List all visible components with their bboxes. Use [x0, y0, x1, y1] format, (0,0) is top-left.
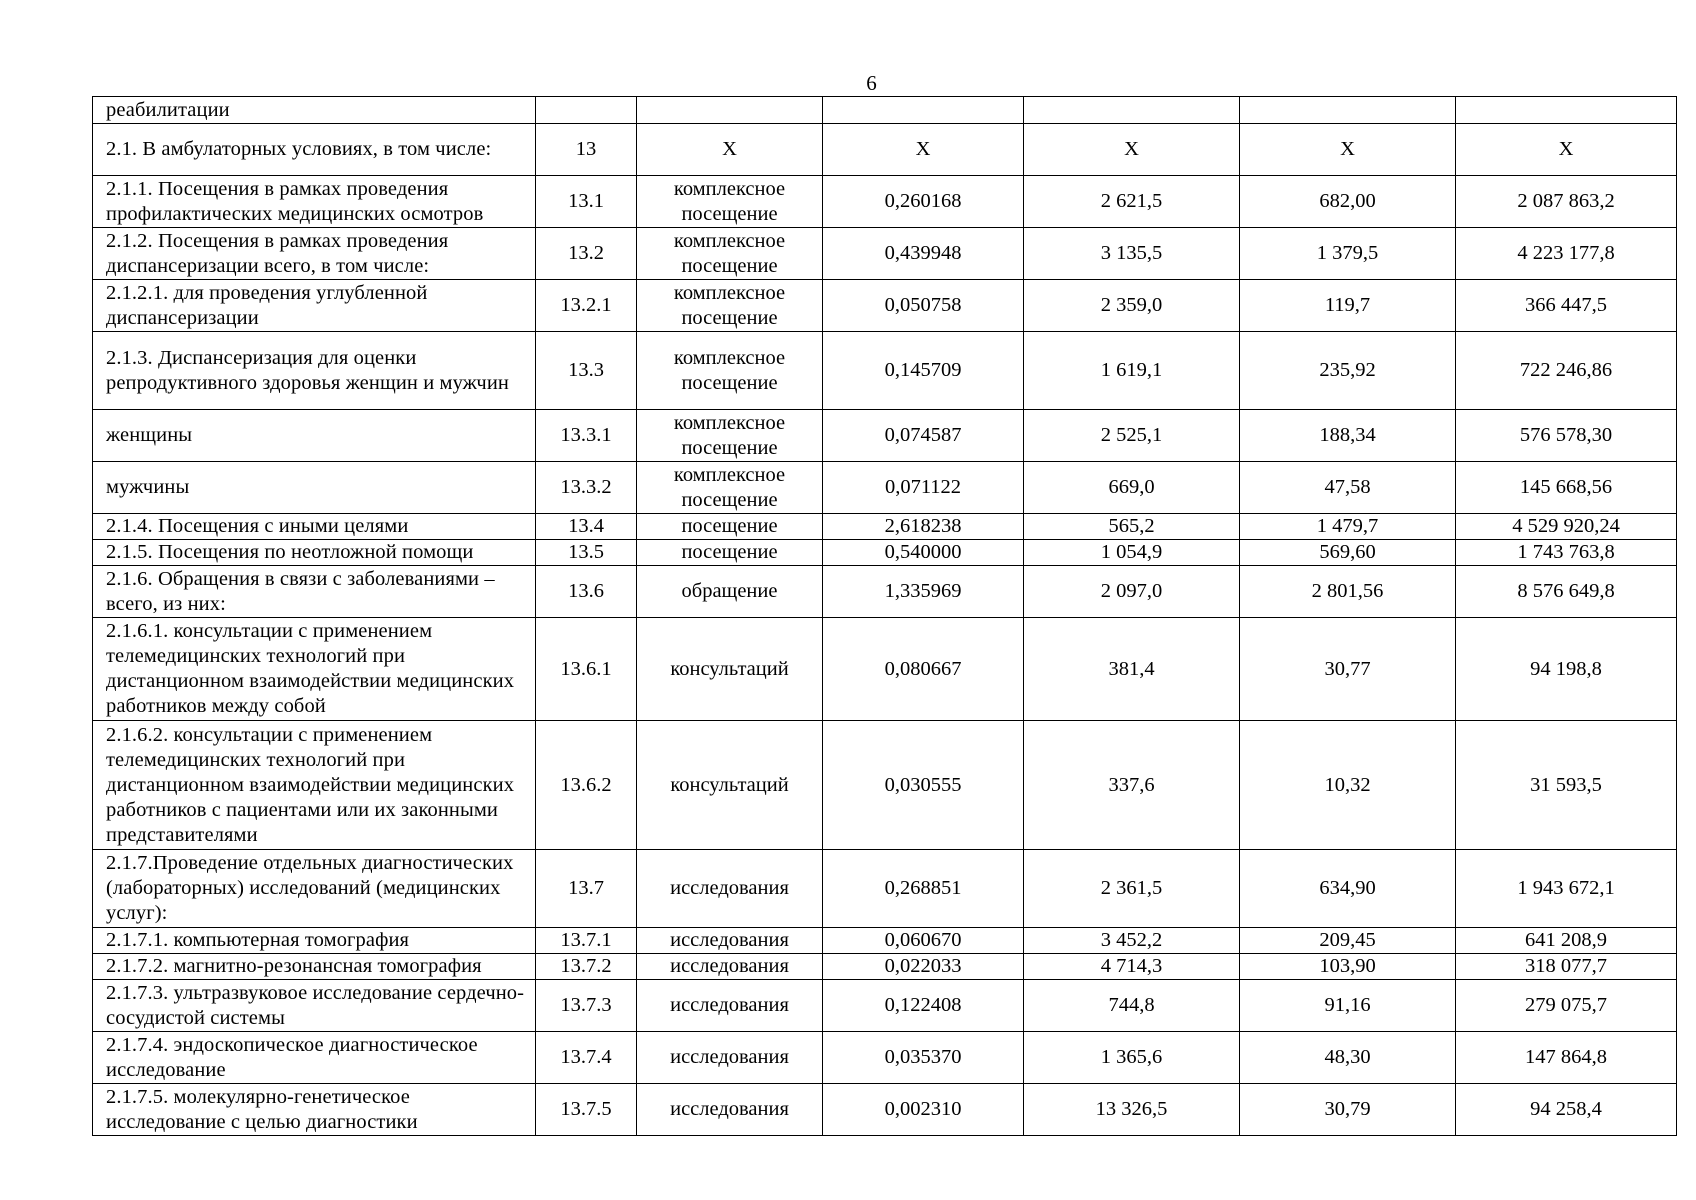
- cell-total: 576 578,30: [1456, 410, 1677, 462]
- cell-description: 2.1.2.1. для проведения углубленной диспансеризации: [93, 280, 536, 332]
- table-row: [93, 1084, 1677, 1136]
- cell-per-capita: 1 479,7: [1240, 514, 1456, 540]
- cell-unit: исследования: [637, 928, 823, 954]
- cell-total: 4 529 920,24: [1456, 514, 1677, 540]
- cell-total: 94 258,4: [1456, 1084, 1677, 1136]
- cell-description: реабилитации: [93, 97, 536, 124]
- cell-unit-cost: 1 054,9: [1024, 540, 1240, 566]
- table-row: [93, 980, 1677, 1032]
- table-row: [93, 97, 1677, 124]
- cell-line-number: 13: [536, 124, 637, 176]
- cell-norm: 0,002310: [823, 1084, 1024, 1136]
- cell-line-number: 13.3.1: [536, 410, 637, 462]
- cell-line-number: 13.6: [536, 566, 637, 618]
- cell-norm: 0,540000: [823, 540, 1024, 566]
- cell-total: 641 208,9: [1456, 928, 1677, 954]
- table-row: [93, 228, 1677, 280]
- cell-description: женщины: [93, 410, 536, 462]
- cell-total: 147 864,8: [1456, 1032, 1677, 1084]
- cell-unit: посещение: [637, 514, 823, 540]
- cell-total: 1 943 672,1: [1456, 850, 1677, 928]
- table-row: [93, 566, 1677, 618]
- cell-unit-cost: 669,0: [1024, 462, 1240, 514]
- cell-norm: 0,074587: [823, 410, 1024, 462]
- cell-total: 8 576 649,8: [1456, 566, 1677, 618]
- cell-description: 2.1.6.2. консультации с применением телемедицинских технологий при дистанционном взаимодействии медицинских работников с пациентами или их законными представителями: [93, 721, 536, 850]
- cell-norm: 0,050758: [823, 280, 1024, 332]
- cell-unit-cost: 2 361,5: [1024, 850, 1240, 928]
- cell-description: 2.1.6. Обращения в связи с заболеваниями – всего, из них:: [93, 566, 536, 618]
- cell-norm: 0,260168: [823, 176, 1024, 228]
- table-row: [93, 124, 1677, 176]
- table-row: [93, 462, 1677, 514]
- cell-norm: 0,022033: [823, 954, 1024, 980]
- cell-unit-cost: 4 714,3: [1024, 954, 1240, 980]
- cell-per-capita: 103,90: [1240, 954, 1456, 980]
- cell-total: 366 447,5: [1456, 280, 1677, 332]
- cell-norm: Х: [823, 124, 1024, 176]
- cell-unit: комплексное посещение: [637, 228, 823, 280]
- cell-per-capita: Х: [1240, 124, 1456, 176]
- cell-description: 2.1.4. Посещения с иными целями: [93, 514, 536, 540]
- cell-unit: консультаций: [637, 618, 823, 721]
- cell-total: 2 087 863,2: [1456, 176, 1677, 228]
- table-row: [93, 721, 1677, 850]
- table-row: [93, 928, 1677, 954]
- cell-description: 2.1.6.1. консультации с применением телемедицинских технологий при дистанционном взаимодействии медицинских работников между собой: [93, 618, 536, 721]
- cell-unit-cost: 13 326,5: [1024, 1084, 1240, 1136]
- cell-unit: комплексное посещение: [637, 462, 823, 514]
- cell-line-number: [536, 97, 637, 124]
- cell-description: 2.1. В амбулаторных условиях, в том числе:: [93, 124, 536, 176]
- cell-unit: [637, 97, 823, 124]
- cell-unit: исследования: [637, 954, 823, 980]
- cell-per-capita: 1 379,5: [1240, 228, 1456, 280]
- cell-total: 279 075,7: [1456, 980, 1677, 1032]
- cell-total: [1456, 97, 1677, 124]
- cell-per-capita: [1240, 97, 1456, 124]
- cell-unit-cost: 2 097,0: [1024, 566, 1240, 618]
- cell-line-number: 13.4: [536, 514, 637, 540]
- cell-per-capita: 48,30: [1240, 1032, 1456, 1084]
- table-row: [93, 1032, 1677, 1084]
- cell-line-number: 13.7.4: [536, 1032, 637, 1084]
- cell-description: 2.1.5. Посещения по неотложной помощи: [93, 540, 536, 566]
- cell-unit-cost: 337,6: [1024, 721, 1240, 850]
- cell-unit-cost: 1 619,1: [1024, 332, 1240, 410]
- cell-line-number: 13.5: [536, 540, 637, 566]
- cell-description: 2.1.1. Посещения в рамках проведения профилактических медицинских осмотров: [93, 176, 536, 228]
- cell-unit: комплексное посещение: [637, 280, 823, 332]
- cell-per-capita: 569,60: [1240, 540, 1456, 566]
- cell-norm: [823, 97, 1024, 124]
- cell-description: 2.1.2. Посещения в рамках проведения диспансеризации всего, в том числе:: [93, 228, 536, 280]
- table-row: [93, 332, 1677, 410]
- cell-unit-cost: 3 452,2: [1024, 928, 1240, 954]
- cell-line-number: 13.7.1: [536, 928, 637, 954]
- cell-per-capita: 47,58: [1240, 462, 1456, 514]
- cell-per-capita: 119,7: [1240, 280, 1456, 332]
- cell-line-number: 13.1: [536, 176, 637, 228]
- cell-unit-cost: 2 621,5: [1024, 176, 1240, 228]
- cell-unit: посещение: [637, 540, 823, 566]
- cell-unit: консультаций: [637, 721, 823, 850]
- cell-description: 2.1.7.2. магнитно-резонансная томография: [93, 954, 536, 980]
- cell-per-capita: 235,92: [1240, 332, 1456, 410]
- cell-norm: 0,060670: [823, 928, 1024, 954]
- cell-description: 2.1.3. Диспансеризация для оценки репродуктивного здоровья женщин и мужчин: [93, 332, 536, 410]
- table-row: [93, 280, 1677, 332]
- cell-unit: исследования: [637, 850, 823, 928]
- cell-per-capita: 682,00: [1240, 176, 1456, 228]
- cell-unit: исследования: [637, 1084, 823, 1136]
- cell-description: 2.1.7.4. эндоскопическое диагностическое исследование: [93, 1032, 536, 1084]
- cell-unit: комплексное посещение: [637, 176, 823, 228]
- cell-unit: комплексное посещение: [637, 332, 823, 410]
- cell-line-number: 13.7.2: [536, 954, 637, 980]
- cell-per-capita: 30,77: [1240, 618, 1456, 721]
- cell-norm: 0,268851: [823, 850, 1024, 928]
- cell-norm: 0,071122: [823, 462, 1024, 514]
- table-row: [93, 514, 1677, 540]
- table-row: [93, 954, 1677, 980]
- data-table: [92, 96, 1677, 1136]
- cell-description: 2.1.7.3. ультразвуковое исследование сердечно-сосудистой системы: [93, 980, 536, 1032]
- cell-unit-cost: 2 359,0: [1024, 280, 1240, 332]
- cell-unit: исследования: [637, 980, 823, 1032]
- cell-total: 31 593,5: [1456, 721, 1677, 850]
- cell-line-number: 13.2.1: [536, 280, 637, 332]
- cell-norm: 0,030555: [823, 721, 1024, 850]
- cell-total: 1 743 763,8: [1456, 540, 1677, 566]
- cell-line-number: 13.7.3: [536, 980, 637, 1032]
- cell-line-number: 13.3.2: [536, 462, 637, 514]
- cell-unit-cost: 2 525,1: [1024, 410, 1240, 462]
- cell-line-number: 13.6.2: [536, 721, 637, 850]
- cell-line-number: 13.6.1: [536, 618, 637, 721]
- table-row: [93, 410, 1677, 462]
- cell-per-capita: 91,16: [1240, 980, 1456, 1032]
- cell-per-capita: 30,79: [1240, 1084, 1456, 1136]
- cell-unit-cost: [1024, 97, 1240, 124]
- cell-per-capita: 188,34: [1240, 410, 1456, 462]
- cell-line-number: 13.3: [536, 332, 637, 410]
- table-row: [93, 618, 1677, 721]
- cell-norm: 0,145709: [823, 332, 1024, 410]
- cell-total: 722 246,86: [1456, 332, 1677, 410]
- cell-description: 2.1.7.1. компьютерная томография: [93, 928, 536, 954]
- cell-description: 2.1.7.5. молекулярно-генетическое исследование с целью диагностики: [93, 1084, 536, 1136]
- cell-norm: 2,618238: [823, 514, 1024, 540]
- cell-unit-cost: 744,8: [1024, 980, 1240, 1032]
- cell-total: 94 198,8: [1456, 618, 1677, 721]
- cell-norm: 0,122408: [823, 980, 1024, 1032]
- cell-unit: исследования: [637, 1032, 823, 1084]
- cell-unit-cost: Х: [1024, 124, 1240, 176]
- cell-norm: 0,439948: [823, 228, 1024, 280]
- cell-line-number: 13.7: [536, 850, 637, 928]
- cell-unit: Х: [637, 124, 823, 176]
- cell-unit: комплексное посещение: [637, 410, 823, 462]
- cell-per-capita: 209,45: [1240, 928, 1456, 954]
- table-row: [93, 850, 1677, 928]
- cell-unit: обращение: [637, 566, 823, 618]
- page-number: 6: [866, 71, 877, 95]
- table-row: [93, 540, 1677, 566]
- cell-unit-cost: 1 365,6: [1024, 1032, 1240, 1084]
- table-row: [93, 176, 1677, 228]
- cell-total: 318 077,7: [1456, 954, 1677, 980]
- cell-total: 145 668,56: [1456, 462, 1677, 514]
- cell-line-number: 13.7.5: [536, 1084, 637, 1136]
- cell-unit-cost: 565,2: [1024, 514, 1240, 540]
- cell-description: мужчины: [93, 462, 536, 514]
- cell-unit-cost: 3 135,5: [1024, 228, 1240, 280]
- cell-norm: 0,035370: [823, 1032, 1024, 1084]
- cell-description: 2.1.7.Проведение отдельных диагностических (лабораторных) исследований (медицинских услуг):: [93, 850, 536, 928]
- cell-norm: 0,080667: [823, 618, 1024, 721]
- cell-norm: 1,335969: [823, 566, 1024, 618]
- cell-line-number: 13.2: [536, 228, 637, 280]
- cell-per-capita: 2 801,56: [1240, 566, 1456, 618]
- cell-per-capita: 10,32: [1240, 721, 1456, 850]
- cell-unit-cost: 381,4: [1024, 618, 1240, 721]
- table-body: [93, 97, 1677, 1136]
- cell-total: Х: [1456, 124, 1677, 176]
- cell-total: 4 223 177,8: [1456, 228, 1677, 280]
- cell-per-capita: 634,90: [1240, 850, 1456, 928]
